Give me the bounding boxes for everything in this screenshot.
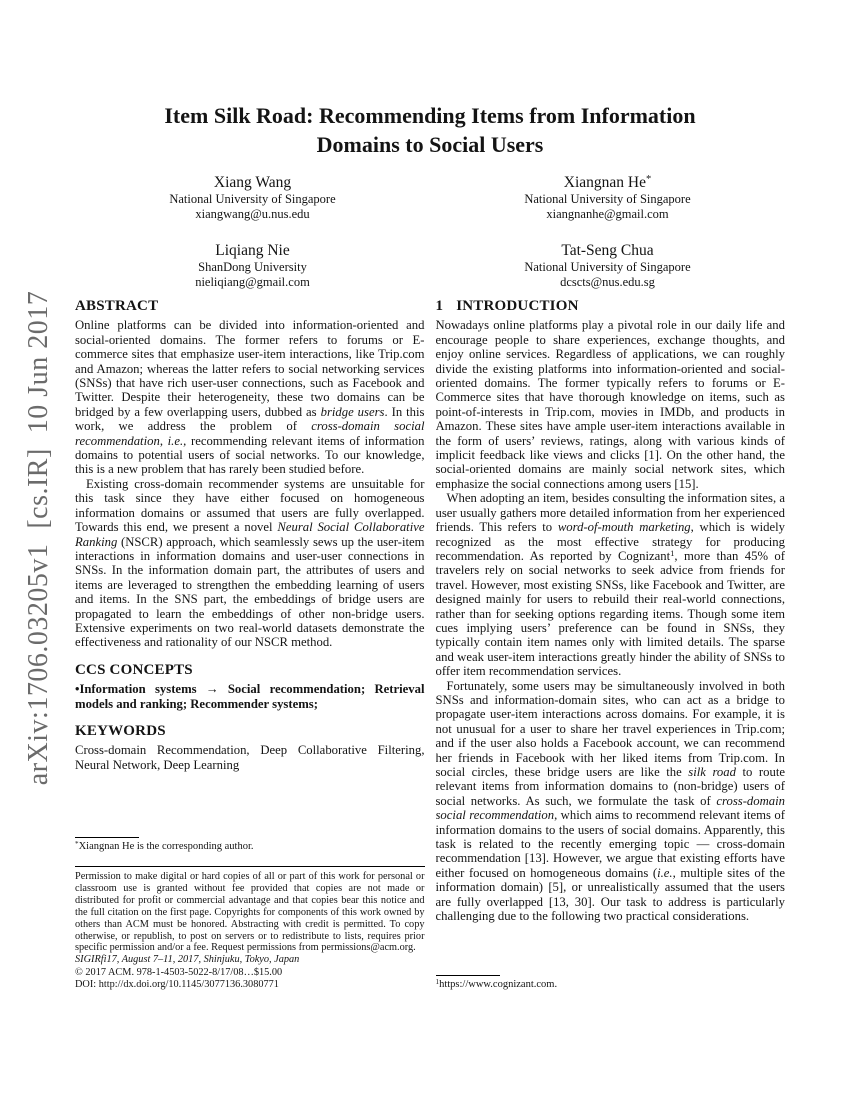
author-name-text: Tat-Seng Chua xyxy=(561,242,654,259)
corresponding-footnote-rule xyxy=(75,837,139,838)
copyright-line: © 2017 ACM. 978-1-4503-5022-8/17/08…$15.00 xyxy=(75,966,283,978)
introduction-paragraph-3: Fortunately, some users may be simultaneously involved in both SNSs and information-domain sites, who can act as a bridge to propagate user-item interactions across domains. For example, it is not unusual for a user to share her travel experiences in Trip.com; and if the user also holds a Facebook account, we can recommend her friends in Facebook with her liked items from Trip.com. In social circles, these bridge users are like the silk road to route relevant items from information domains to (non-bridge) users of social networks. As such, we formulate the task of cross-domain social recommendation, which aims to recommend relevant items of information domains to the users of social domains. Apparently, this task is related to the recently emerging topic — cross-domain recommendation [13]. However, we argue that existing efforts have either focused on homogeneous domains (i.e., multiple sites of the information domain) [5], or unrealistically assumed that the users are fully overlapped [13, 30]. Our task to address is particularly challenging due to the following two practical considerations. xyxy=(435,678,785,924)
author-block-liqiang-nie xyxy=(75,242,430,290)
author-mark: * xyxy=(645,174,652,186)
permissions-text: Permission to make digital or hard copies of all or part of this work for personal or classroom use is granted without fee provided that copies are not made or distributed for profit or commercial advantage and that copies bear this notice and the full citation on the first page. Copyrights for components of this work owned by others than ACM must be honored. Abstracting with credit is permitted. To copy otherwise, or republish, to post on servers or to redistribute to lists, requires prior specific permission and/or a fee. Request permissions from permissions@acm.org. xyxy=(75,871,425,954)
author-block-xiang-wang xyxy=(75,174,430,222)
abstract-paragraph-1: Online platforms can be divided into information-oriented and social-oriented domains. The former refers to forums or E-commerce sites that emphasize user-item interactions, like Trip.com and Amazon; whereas the latter refers to social networking services (SNSs) that have rich user-user connections, such as Facebook and Twitter. Despite their heterogeneity, these two domains can be bridged by a few overlapping users, dubbed as bridge users. In this work, we address the problem of cross-domain social recommendation, i.e., recommending relevant items of information domains to potential users of social networks. To our knowledge, this is a new problem that has rarely been studied before. xyxy=(75,318,425,477)
author-name xyxy=(75,174,430,192)
introduction-heading xyxy=(436,299,786,313)
page-content xyxy=(75,0,785,991)
author-email: nieliqiang@gmail.com xyxy=(195,275,310,289)
corresponding-author-footnote: *Xiangnan He is the corresponding author. xyxy=(75,839,254,853)
author-name-text: Xiangnan He xyxy=(563,174,646,191)
cognizant-footnote-rule xyxy=(436,975,500,976)
paper-title xyxy=(75,101,785,159)
author-name-text: Xiang Wang xyxy=(213,174,292,191)
author-affiliation: National University of Singapore xyxy=(169,192,336,206)
paper-title-line2: Domains to Social Users xyxy=(316,132,544,157)
left-column xyxy=(75,299,425,991)
authors-grid xyxy=(75,174,785,290)
author-email: xiangwang@u.nus.edu xyxy=(195,207,310,221)
author-name-text: Liqiang Nie xyxy=(215,242,290,259)
abstract-heading: ABSTRACT xyxy=(75,299,159,314)
abstract-paragraph-2: Existing cross-domain recommender systems are unsuitable for this task since they have either focused on homogeneous information domains or assumed that users are fully overlapped. Towards this end, we present a novel Neural Social Collaborative Ranking (NSCR) approach, which seamlessly sews up the user-item interactions in information domains and user-user connections in SNSs. In the information domain part, the attributes of users and items are leveraged to strengthen the embedding learning of users and items. In the SNS part, the embeddings of bridge users are propagated to learn the embeddings of other non-bridge users. Extensive experiments on two real-world datasets demonstrate the effectiveness and rationality of our NSCR method. xyxy=(75,476,425,650)
author-email: xiangnanhe@gmail.com xyxy=(546,207,669,221)
cognizant-footnote: $^1$https://www.cognizant.com. xyxy=(435,977,558,990)
ccs-heading: CCS CONCEPTS xyxy=(75,661,193,678)
venue-line: SIGIRfi17, August 7–11, 2017, Shinjuku, Tokyo, Japan xyxy=(75,954,300,966)
introduction-paragraph-1: Nowadays online platforms play a pivotal role in our daily life and encourage people to share experiences, exchange thoughts, and enjoy online services. Regardless of applications, we can roughly divide the existing platforms into information-oriented and social-oriented domains. The former typically refers to forums or E-Commerce sites that have thorough knowledge on items, such as point-of-interests in Trip.com, movies in IMDb, and products in Amazon. These sites have ample user-item interactions available in the form of users’ reviews, ratings, along with various kinds of implicit feedback like views and clicks [1]. On the other hand, the social-oriented domains are mainly social network sites, which emphasize the social connections among users [15]. xyxy=(435,318,785,491)
doi-line: DOI: http://dx.doi.org/10.1145/3077136.3080771 xyxy=(75,978,279,990)
author-name xyxy=(430,242,785,260)
ccs-concepts-text: •Information systems → Social recommendation; Retrieval models and ranking; Recommender systems; xyxy=(75,682,425,711)
author-affiliation: National University of Singapore xyxy=(524,260,691,274)
author-block-tat-seng-chua xyxy=(430,242,785,290)
section-number: 1 xyxy=(435,299,444,314)
introduction-paragraph-2: When adopting an item, besides consulting the information sites, a user usually gathers more detailed information from her experienced friends. This refers to word-of-mouth marketing, which is widely recognized as the most effective strategy for producing recommendation. As reported by Cognizant$^1$, more than 45% of travelers rely on social networks to seek advice from friends for travel. However, most existing SNSs, like Facebook and Twitter, are designed mainly for users to rebuild their real-world connections, rather than for seeking options regarding items. Though some item cues implying users’ preference can be found in SNSs, they typically contain item names only with limited details. The sparse and weak user-item interactions greatly hinder the ability of SNSs to offer item recommendation services. xyxy=(435,491,785,679)
two-column-body xyxy=(75,299,785,991)
author-block-xiangnan-he xyxy=(430,174,785,222)
keywords-heading: KEYWORDS xyxy=(75,722,166,739)
author-affiliation: ShanDong University xyxy=(198,260,307,274)
right-column-footer xyxy=(436,975,786,991)
author-name xyxy=(430,174,785,192)
section-title: INTRODUCTION xyxy=(456,299,579,314)
arxiv-watermark: arXiv:1706.03205v1 [cs.IR] 10 Jun 2017 xyxy=(23,290,54,786)
permissions-block xyxy=(75,866,425,991)
right-column xyxy=(436,299,786,991)
keywords-text: Cross-domain Recommendation, Deep Collaborative Filtering, Neural Network, Deep Learning xyxy=(75,743,425,772)
author-affiliation: National University of Singapore xyxy=(524,192,691,206)
author-name xyxy=(75,242,430,260)
left-column-footer xyxy=(75,837,425,991)
paper-title-line1: Item Silk Road: Recommending Items from Information xyxy=(164,103,696,128)
author-email: dcscts@nus.edu.sg xyxy=(560,275,655,289)
